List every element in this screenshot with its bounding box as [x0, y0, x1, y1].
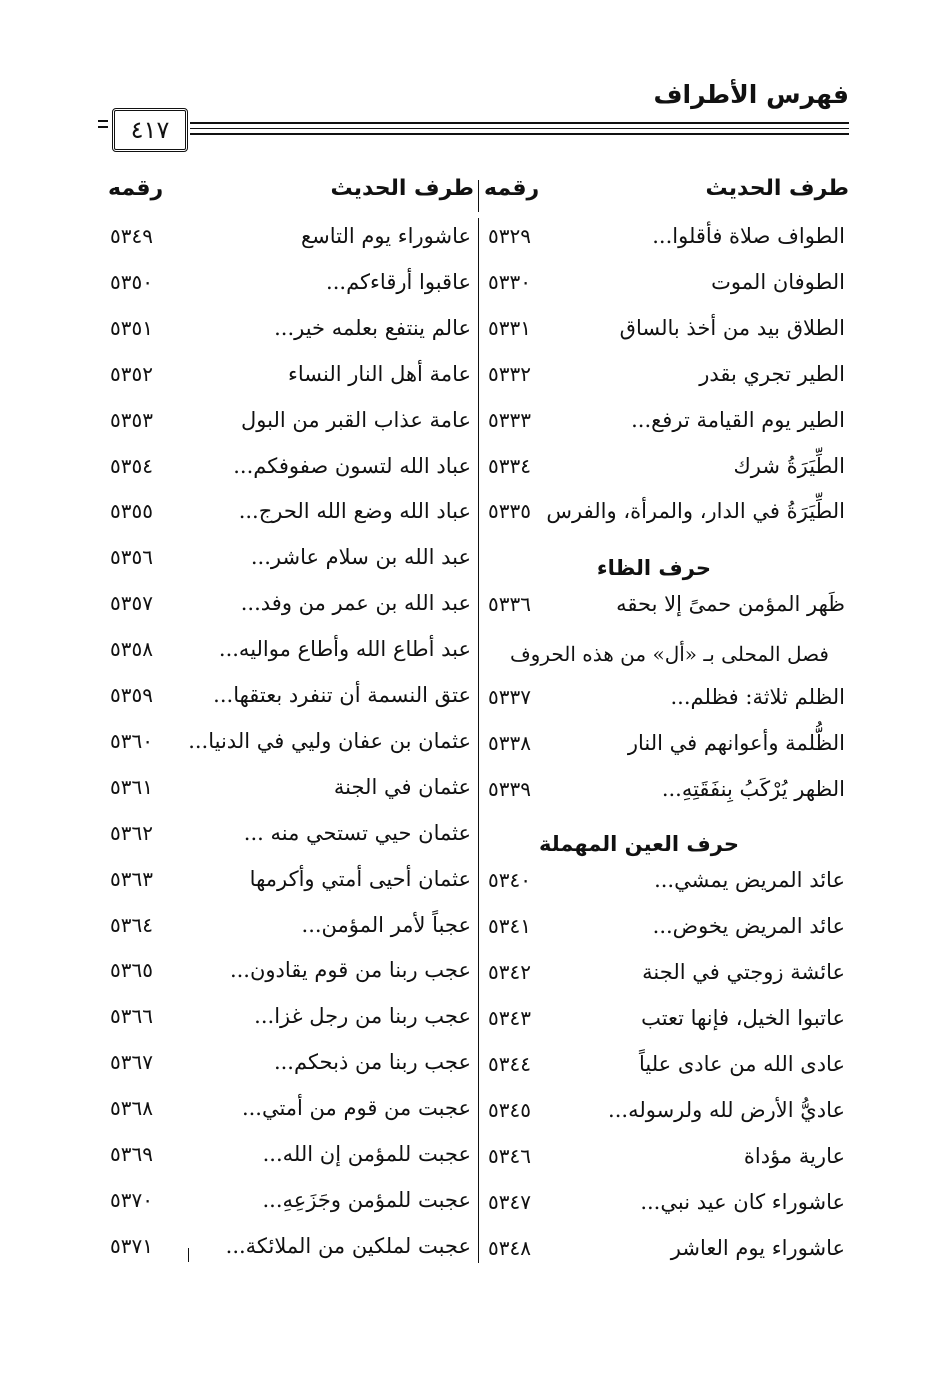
hadith-number: ٥٣٧٠: [110, 1187, 153, 1212]
list-item: [110, 764, 471, 810]
hadith-text: عثمان حيي تستحي منه ...: [243, 820, 471, 845]
list-item: [488, 903, 845, 949]
list-item: [110, 1223, 471, 1269]
hadith-text: عامة أهل النار النساء: [288, 361, 471, 386]
hadith-number: ٥٣٦٢: [110, 820, 153, 845]
hadith-number: ٥٣٦١: [110, 774, 153, 799]
hadith-number: ٥٣٤٩: [110, 224, 153, 248]
hadith-number: ٥٣٥٧: [110, 591, 153, 616]
hadith-text: عجبت لملكين من الملائكة...: [225, 1233, 471, 1258]
hadith-text: الظلم ثلاثة: فظلم...: [670, 685, 845, 709]
list-item: [110, 351, 471, 397]
list-item: [488, 213, 845, 259]
hadith-number: ٥٣٤٨: [488, 1236, 531, 1260]
column-divider: [478, 218, 479, 1263]
list-item: [488, 1087, 845, 1133]
hadith-text: الطير تجري بقدر: [699, 361, 845, 386]
hadith-text: الطوفان الموت: [711, 269, 845, 294]
list-item: [110, 443, 471, 489]
hadith-text: عجباً لأمر المؤمن...: [301, 912, 471, 937]
hadith-number: ٥٣٥٠: [110, 269, 153, 294]
list-item: [488, 488, 845, 534]
list-item: [110, 305, 471, 351]
hadith-text: ظَهر المؤمن حمىً إلا بحقه: [616, 592, 845, 616]
hadith-number: ٥٣٣٢: [488, 361, 531, 386]
hadith-number: ٥٣٣٨: [488, 730, 531, 755]
list-item: [488, 1133, 845, 1179]
hadith-text: الطلاق بيد من أخذ بالساق: [619, 315, 845, 340]
hadith-number: ٥٣٤٥: [488, 1098, 531, 1122]
list-item: [488, 259, 845, 305]
hadith-text: عجبت للمؤمن إن الله...: [262, 1142, 471, 1166]
hadith-text: عاتبوا الخيل، فإنها تعتب: [641, 1006, 845, 1030]
list-item: [488, 949, 845, 995]
hadith-text: الطواف صلاة فأقلوا...: [652, 224, 845, 248]
hadith-number: ٥٣٤٣: [488, 1006, 531, 1030]
hadith-number: ٥٣٢٩: [488, 224, 531, 248]
page-title: فهرس الأطراف: [653, 80, 849, 109]
hadith-number: ٥٣٥٦: [110, 545, 153, 570]
hadith-text: عاشوراء كان عيد نبي...: [640, 1190, 845, 1214]
hadith-text: عبد أطاع الله وأطاع مواليه...: [218, 637, 471, 662]
hadith-text: الطِّيَرَةُ شرك: [733, 453, 845, 478]
hadith-text: عاشوراء يوم التاسع: [300, 224, 471, 248]
list-item: [488, 397, 845, 443]
hadith-text: الطِّيَرَةُ في الدار، والمرأة، والفرس: [546, 499, 845, 524]
list-item: [488, 766, 845, 812]
hadith-text: عجب ربنا من رجل غزا...: [254, 1004, 471, 1029]
hadith-number: ٥٣٦٥: [110, 958, 153, 983]
list-item: [110, 213, 471, 259]
right-hadith-header: طرف الحديث: [705, 176, 849, 201]
hadith-text: عبد الله بن عمر من وفد...: [240, 591, 471, 616]
header-rule: [190, 122, 849, 124]
hadith-text: عثمان أحيى أمتي وأكرمها: [249, 866, 471, 891]
list-item: [110, 993, 471, 1039]
hadith-text: عجب ربنا من ذبحكم...: [273, 1050, 471, 1075]
hadith-text: الظُّلمة وأعوانهم في النار: [627, 730, 845, 755]
header-rule: [190, 133, 849, 135]
list-item: [110, 259, 471, 305]
list-item: [488, 443, 845, 489]
hadith-number: ٥٣٤١: [488, 914, 531, 938]
list-item: [110, 856, 471, 902]
hadith-number: ٥٣٤٧: [488, 1190, 531, 1214]
hadith-text: عجبت من قوم من أمتي...: [241, 1096, 471, 1121]
left-number-header: رقمه: [108, 176, 164, 201]
hadith-number: ٥٣٣٥: [488, 499, 531, 524]
page-number: ٤١٧: [112, 108, 188, 152]
list-item: [110, 1131, 471, 1177]
hadith-number: ٥٣٣٤: [488, 453, 531, 478]
hadith-text: الظهر يُرْكَبُ بِنفَقَتِهِ...: [661, 776, 845, 801]
hadith-number: ٥٣٣٠: [488, 269, 531, 294]
left-hadith-header: طرف الحديث: [330, 176, 474, 201]
hadith-number: ٥٣٣١: [488, 315, 531, 340]
hadith-number: ٥٣٥٨: [110, 637, 153, 662]
hadith-number: ٥٣٥٢: [110, 361, 153, 386]
list-item: [488, 995, 845, 1041]
list-item: [488, 857, 845, 903]
list-item: [488, 351, 845, 397]
hadith-number: ٥٣٣٩: [488, 776, 531, 801]
list-item: [110, 488, 471, 534]
hadith-text: عائد المريض يخوض...: [652, 914, 845, 938]
hadith-text: عثمان في الجنة: [333, 774, 471, 799]
hadith-text: عائشة زوجتي في الجنة: [642, 960, 845, 984]
list-item: [110, 1085, 471, 1131]
hadith-number: ٥٣٦٨: [110, 1096, 153, 1121]
list-item: [488, 1041, 845, 1087]
hadith-number: ٥٣٦٠: [110, 728, 153, 753]
hadith-number: ٥٣٤٢: [488, 960, 531, 984]
hadith-number: ٥٣٤٠: [488, 868, 531, 892]
list-item: [488, 674, 845, 720]
hadith-number: ٥٣٤٤: [488, 1052, 531, 1076]
hadith-number: ٥٣٣٣: [488, 407, 531, 432]
list-item: [110, 580, 471, 626]
list-item: [488, 581, 845, 627]
hadith-text: عباد الله لتسون صفوفكم...: [233, 453, 471, 478]
list-item: [110, 672, 471, 718]
right-number-header: رقمه: [484, 176, 540, 201]
hadith-number: ٥٣٥٣: [110, 407, 153, 432]
hadith-number: ٥٣٥١: [110, 315, 153, 340]
hadith-text: عائد المريض يمشي...: [654, 868, 845, 892]
hadith-number: ٥٣٥٩: [110, 683, 153, 707]
header-rule: [190, 128, 849, 129]
hadith-text: عالم ينتفع بعلمه خير...: [274, 315, 471, 340]
hadith-number: ٥٣٦٣: [110, 866, 153, 891]
hadith-text: عتق النسمة أن تنفرد بعتقها...: [213, 683, 471, 707]
list-item: [488, 1179, 845, 1225]
hadith-number: ٥٣٣٦: [488, 592, 531, 616]
hadith-number: ٥٣٧١: [110, 1233, 153, 1258]
list-item: [110, 626, 471, 672]
hadith-text: عاشوراء يوم العاشر: [670, 1236, 845, 1260]
hadith-text: عاقبوا أرقاءكم...: [326, 269, 471, 294]
hadith-number: ٥٣٦٦: [110, 1004, 153, 1029]
hadith-text: عباد الله وضع الله الحرج...: [238, 499, 471, 524]
list-item: [110, 397, 471, 443]
header-rule-end: [98, 120, 108, 132]
hadith-number: ٥٣٤٦: [488, 1144, 531, 1168]
hadith-number: ٥٣٦٧: [110, 1050, 153, 1075]
list-item: [110, 534, 471, 580]
hadith-text: عامة عذاب القبر من البول: [241, 407, 471, 432]
hadith-text: عاديُّ الأرض لله ولرسوله...: [608, 1098, 845, 1122]
list-item: [110, 902, 471, 948]
list-item: [110, 1177, 471, 1223]
hadith-text: عارية مؤداة: [743, 1144, 845, 1168]
section-note: فصل المحلى بـ «أل» من هذه الحروف: [509, 642, 829, 666]
hadith-text: عجبت للمؤمن وجَزَعِهِ...: [262, 1187, 471, 1212]
section-heading-zaa: حرف الظاء: [596, 556, 711, 580]
list-item: [488, 720, 845, 766]
hadith-text: عثمان بن عفان وليي في الدنيا...: [188, 728, 471, 753]
column-divider: [478, 180, 479, 212]
hadith-number: ٥٣٦٤: [110, 912, 153, 937]
list-item: [488, 305, 845, 351]
list-item: [110, 810, 471, 856]
hadith-number: ٥٣٥٤: [110, 453, 153, 478]
list-item: [110, 1039, 471, 1085]
section-heading-ain: حرف العين المهملة: [538, 832, 739, 856]
hadith-text: عبد الله بن سلام عاشر...: [250, 545, 471, 570]
hadith-text: عجب ربنا من قوم يقادون...: [229, 958, 471, 983]
hadith-number: ٥٣٣٧: [488, 685, 531, 709]
list-item: [110, 718, 471, 764]
list-item: [110, 947, 471, 993]
list-item: [488, 1225, 845, 1271]
hadith-text: عادى الله من عادى علياً: [638, 1052, 845, 1076]
hadith-number: ٥٣٦٩: [110, 1142, 153, 1166]
hadith-number: ٥٣٥٥: [110, 499, 153, 524]
hadith-text: الطير يوم القيامة ترفع...: [631, 407, 845, 432]
